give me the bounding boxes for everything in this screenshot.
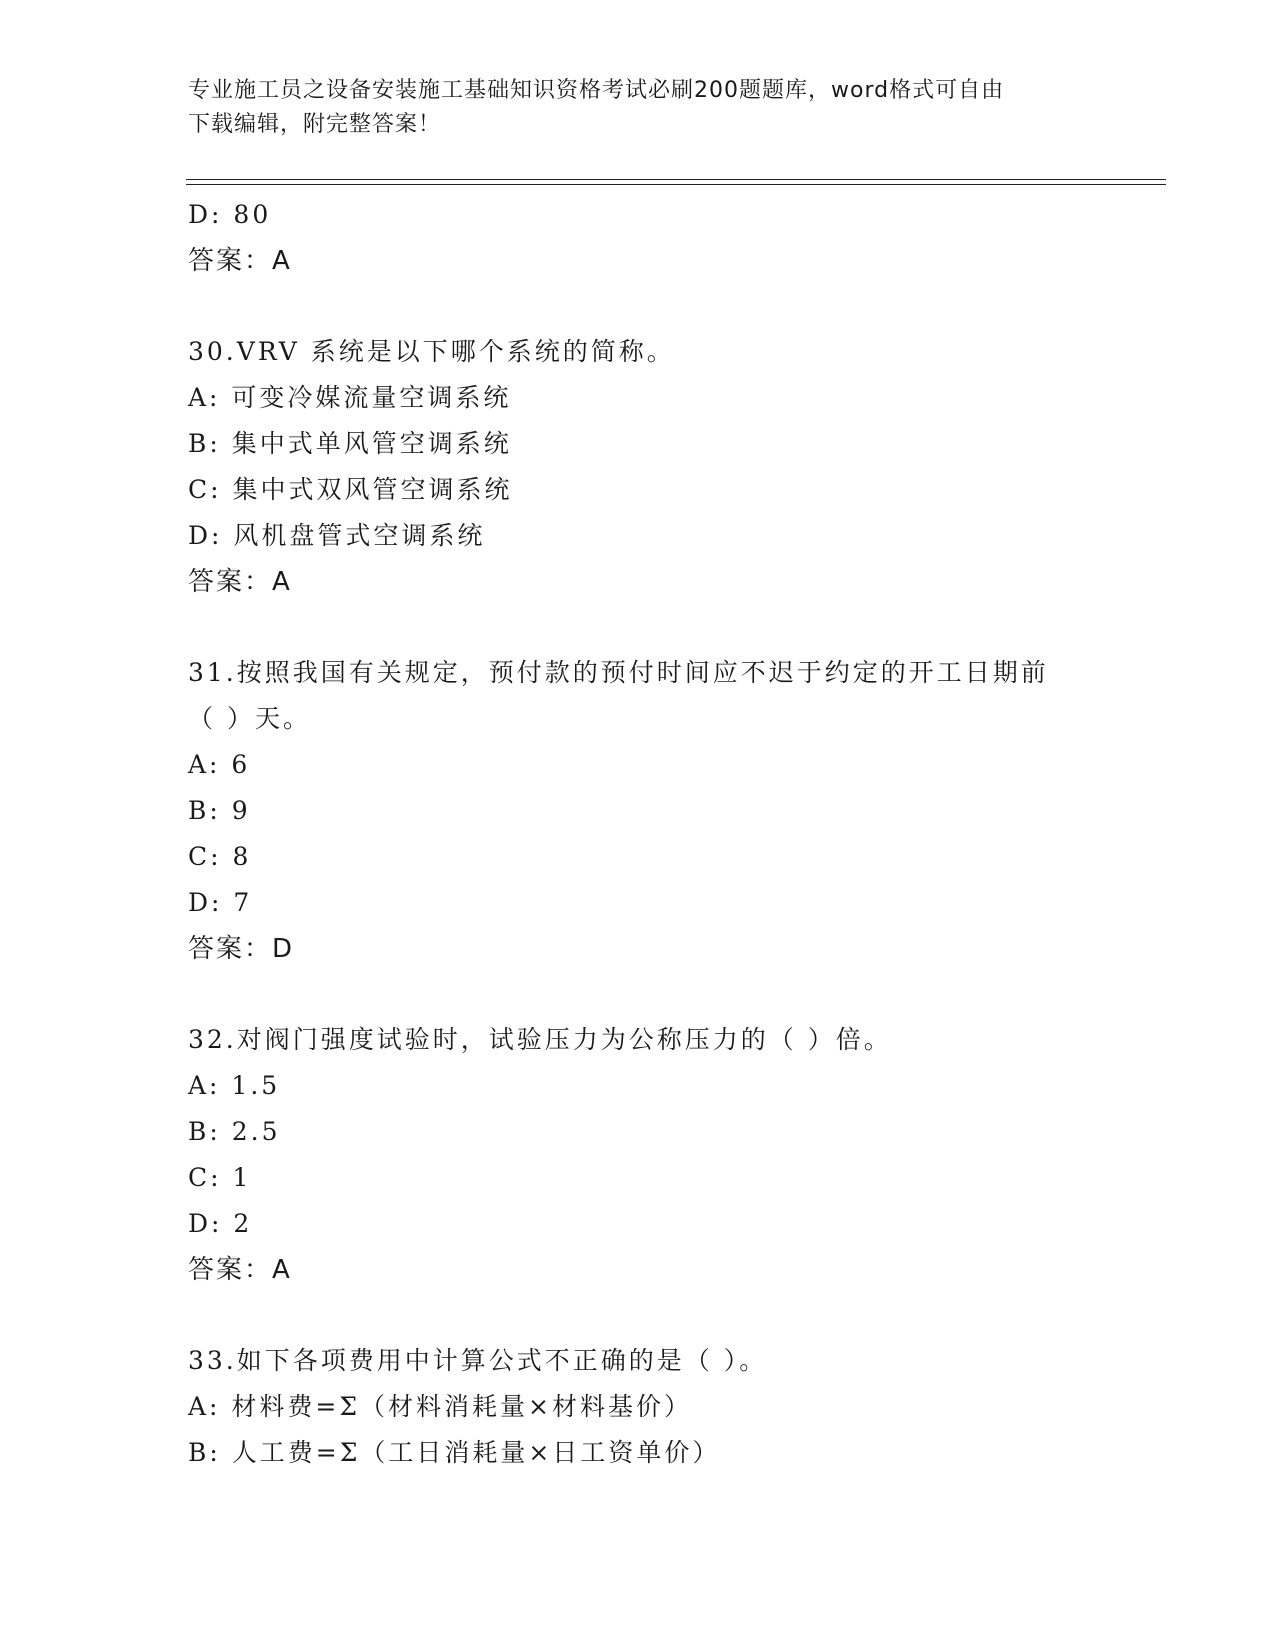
question-32 [188, 1017, 1088, 1293]
question-stem: 30.VRV 系统是以下哪个系统的简称。 [188, 337, 675, 366]
option-c: C: 1 [188, 1163, 252, 1192]
option-c: C: 集中式双风管空调系统 [188, 475, 513, 504]
header-title-line-2: 下载编辑，附完整答案！ [188, 112, 442, 137]
answer: 答案：A [188, 567, 292, 597]
option-b: B: 9 [188, 796, 251, 825]
option-a: A: 可变冷媒流量空调系统 [188, 383, 512, 412]
option-d: D: 2 [188, 1209, 253, 1238]
page-header [188, 74, 1068, 142]
question-33 [188, 1338, 1088, 1476]
option-b: B: 人工费=Σ（工日消耗量×日工资单价） [188, 1438, 721, 1467]
option-d: D: 风机盘管式空调系统 [188, 521, 486, 550]
option-c: C: 8 [188, 842, 252, 871]
spacer [188, 972, 1088, 1017]
question-stem: 31.按照我国有关规定，预付款的预付时间应不迟于约定的开工日期前 [188, 658, 1049, 687]
question-30 [188, 329, 1088, 605]
prev-option-d: D: 80 [188, 200, 272, 229]
prev-answer: 答案：A [188, 246, 292, 276]
question-stem-continued: （ ）天。 [188, 704, 311, 733]
option-b: B: 集中式单风管空调系统 [188, 429, 512, 458]
option-a: A: 6 [188, 750, 251, 779]
question-stem: 33.如下各项费用中计算公式不正确的是（ ）。 [188, 1346, 768, 1375]
option-a: A: 材料费=Σ（材料消耗量×材料基价） [188, 1392, 692, 1421]
question-31 [188, 650, 1088, 972]
header-divider-bottom [186, 184, 1166, 185]
option-a: A: 1.5 [188, 1071, 281, 1100]
question-stem: 32.对阀门强度试验时，试验压力为公称压力的（ ）倍。 [188, 1025, 892, 1054]
spacer [188, 1293, 1088, 1338]
header-title-line-1: 专业施工员之设备安装施工基础知识资格考试必刷200题题库，word格式可自由 [188, 78, 1005, 103]
answer: 答案：A [188, 1255, 292, 1285]
option-d: D: 7 [188, 888, 253, 917]
answer: 答案：D [188, 934, 295, 964]
spacer [188, 605, 1088, 650]
option-b: B: 2.5 [188, 1117, 281, 1146]
question-content [188, 192, 1088, 1476]
spacer [188, 284, 1088, 329]
header-divider-top [186, 179, 1166, 180]
